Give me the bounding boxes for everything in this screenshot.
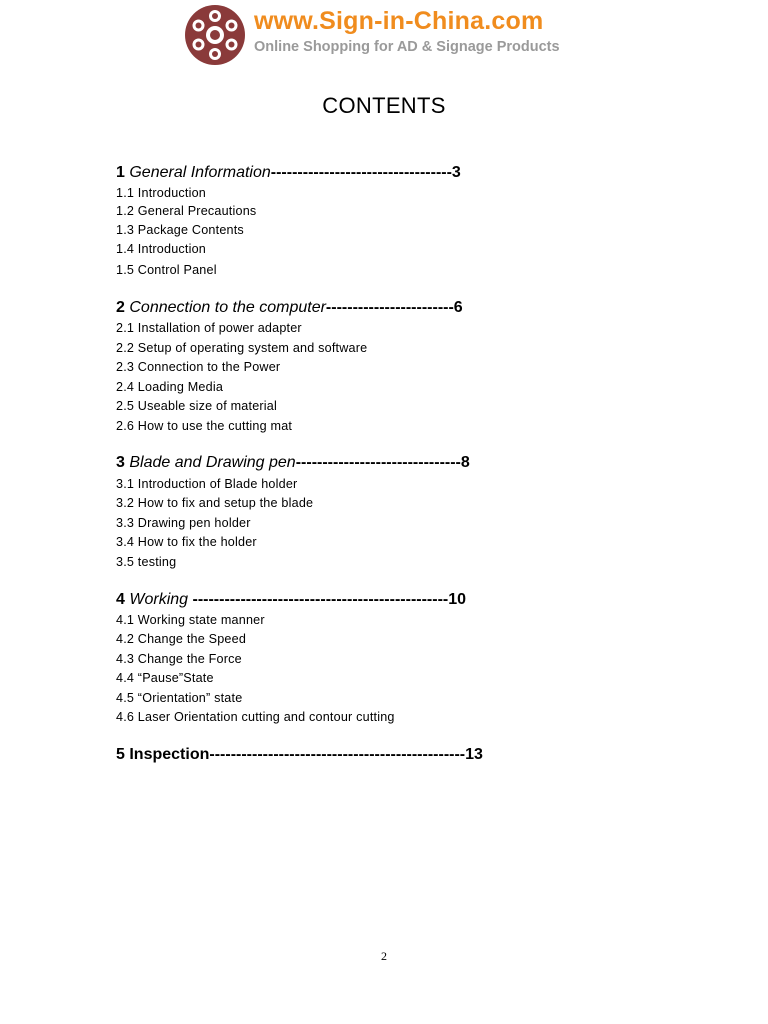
section-page: 10 bbox=[448, 591, 467, 608]
toc-item[interactable]: 1.3 Package Contents bbox=[116, 223, 244, 237]
toc-item[interactable]: 1.4 Introduction bbox=[116, 242, 207, 256]
toc-item[interactable]: 3.2 How to fix and setup the blade bbox=[116, 496, 314, 510]
section-number: 5 bbox=[116, 746, 125, 763]
toc-section-5[interactable] bbox=[116, 746, 483, 764]
section-title: Blade and Drawing pen bbox=[129, 454, 296, 471]
toc-item[interactable]: 4.3 Change the Force bbox=[116, 652, 242, 666]
toc-section-3[interactable] bbox=[116, 454, 470, 472]
section-page: 13 bbox=[465, 746, 483, 763]
toc-item[interactable]: 1.1 Introduction bbox=[116, 186, 207, 200]
section-page: 8 bbox=[460, 454, 470, 471]
section-number: 4 bbox=[116, 591, 125, 608]
toc-item[interactable]: 2.3 Connection to the Power bbox=[116, 360, 281, 374]
toc-item[interactable]: 4.6 Laser Orientation cutting and contour cutting bbox=[116, 710, 395, 724]
brand-tagline: Online Shopping for AD & Signage Products bbox=[254, 39, 560, 55]
toc-item[interactable]: 4.1 Working state manner bbox=[116, 613, 265, 627]
section-page: 3 bbox=[451, 164, 461, 181]
section-title: Inspection bbox=[129, 746, 210, 763]
site-header bbox=[184, 4, 604, 66]
toc-item[interactable]: 2.4 Loading Media bbox=[116, 380, 224, 394]
section-number: 2 bbox=[116, 299, 125, 316]
toc-item[interactable]: 3.5 testing bbox=[116, 555, 177, 569]
section-number: 3 bbox=[116, 454, 125, 471]
toc-item[interactable]: 3.4 How to fix the holder bbox=[116, 535, 257, 549]
section-leader: ------------------------------------------------ bbox=[188, 591, 449, 608]
section-leader: ------------------------------------------------ bbox=[209, 746, 466, 763]
toc-item[interactable]: 2.1 Installation of power adapter bbox=[116, 321, 302, 335]
toc-item[interactable]: 4.5 “Orientation” state bbox=[116, 691, 243, 705]
brand-link[interactable]: www.Sign-in-China.com bbox=[254, 7, 544, 35]
section-leader: ------------------------------- bbox=[295, 454, 461, 471]
toc-item[interactable]: 4.2 Change the Speed bbox=[116, 632, 247, 646]
gear-emblem-icon bbox=[184, 4, 246, 66]
toc-item[interactable]: 3.1 Introduction of Blade holder bbox=[116, 477, 298, 491]
toc-item[interactable]: 3.3 Drawing pen holder bbox=[116, 516, 251, 530]
toc-item[interactable]: 1.5 Control Panel bbox=[116, 263, 217, 277]
section-page: 6 bbox=[453, 299, 463, 316]
toc-section-1[interactable] bbox=[116, 164, 461, 182]
section-title: Working bbox=[129, 591, 189, 608]
toc-item[interactable]: 2.6 How to use the cutting mat bbox=[116, 419, 293, 433]
page-title: CONTENTS bbox=[322, 93, 446, 118]
section-leader: ---------------------------------- bbox=[270, 164, 452, 181]
toc-item[interactable]: 4.4 “Pause”State bbox=[116, 671, 214, 685]
toc-item[interactable]: 2.2 Setup of operating system and software bbox=[116, 341, 368, 355]
toc-item[interactable]: 2.5 Useable size of material bbox=[116, 399, 277, 413]
toc-section-2[interactable] bbox=[116, 299, 463, 317]
page-number: 2 bbox=[381, 949, 387, 963]
section-leader: ------------------------ bbox=[325, 299, 454, 316]
section-title: Connection to the computer bbox=[129, 299, 326, 316]
toc-item[interactable]: 1.2 General Precautions bbox=[116, 204, 257, 218]
section-title: General Information bbox=[129, 164, 271, 181]
toc-section-4[interactable] bbox=[116, 591, 466, 609]
section-number: 1 bbox=[116, 164, 125, 181]
